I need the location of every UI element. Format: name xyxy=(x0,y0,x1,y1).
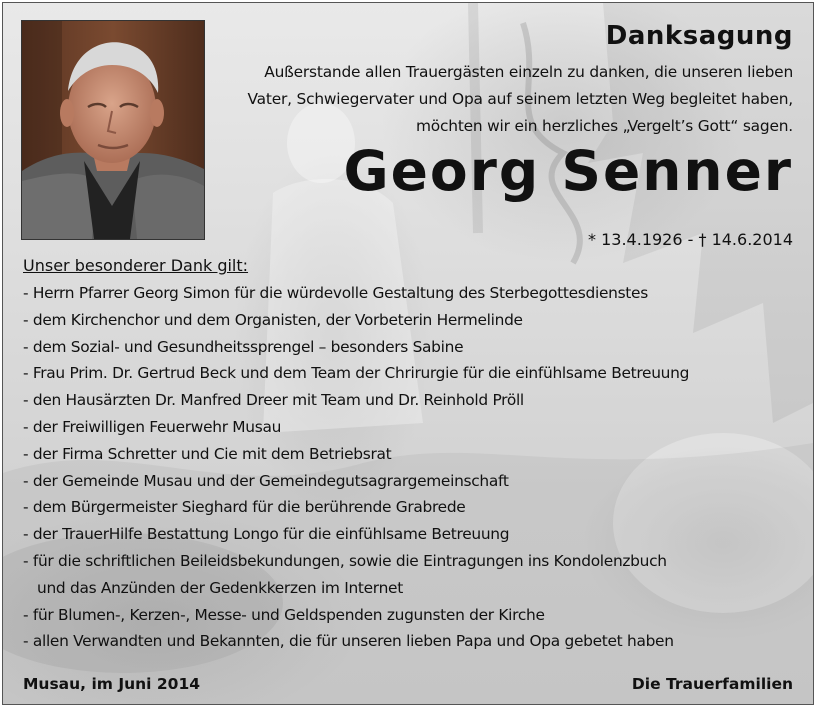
heading: Danksagung xyxy=(605,21,793,51)
thanks-item: - Herrn Pfarrer Georg Simon für die würdevolle Gestaltung des Sterbegottesdienstes xyxy=(23,284,648,302)
place-date: Musau, im Juni 2014 xyxy=(23,675,201,693)
thanks-item: - für die schriftlichen Beileidsbekundungen, sowie die Eintragungen ins Kondolenzbuch und das Anzünden der Gedenkkerzen im Internet xyxy=(23,548,689,602)
thanks-item: - dem Kirchenchor und dem Organisten, der Vorbeterin Hermelinde xyxy=(23,310,523,329)
thanks-item: - der Gemeinde Musau und der Gemeindegutsagrargemeinschaft xyxy=(23,471,509,490)
portrait-photo xyxy=(21,20,205,240)
thanks-item: - für Blumen-, Kerzen-, Messe- und Geldspenden zugunsten der Kirche xyxy=(23,605,545,624)
life-dates: * 13.4.1926 - † 14.6.2014 xyxy=(588,230,793,249)
thanks-item: - der Freiwilligen Feuerwehr Musau xyxy=(23,417,282,436)
thanks-item: - den Hausärzten Dr. Manfred Dreer mit Team und Dr. Reinhold Pröll xyxy=(23,391,524,410)
thanks-item: - dem Sozial- und Gesundheitssprengel – besonders Sabine xyxy=(23,337,464,356)
thanks-title: Unser besonderer Dank gilt: xyxy=(23,256,249,275)
portrait-icon xyxy=(22,21,204,239)
thanks-item: - allen Verwandten und Bekannten, die für unseren lieben Papa und Opa gebetet haben xyxy=(23,632,674,651)
intro-text: Außerstande allen Trauergästen einzeln zu danken, die unseren lieben Vater, Schwiegervater und Opa auf seinem letzten Weg begleitet haben, möchten wir ein herzliches „Vergelt’s Gott“ sagen. xyxy=(247,63,793,135)
thanks-item: - Frau Prim. Dr. Gertrud Beck und dem Team der Chrirurgie für die einfühlsame Betreuung xyxy=(23,364,690,383)
obituary-card xyxy=(2,2,814,705)
thanks-item-continuation: und das Anzünden der Gedenkkerzen im Internet xyxy=(37,578,403,597)
signature: Die Trauerfamilien xyxy=(631,675,793,693)
thanks-item: - der TrauerHilfe Bestattung Longo für die einfühlsame Betreuung xyxy=(23,525,510,544)
thanks-item: - der Firma Schretter und Cie mit dem Betriebsrat xyxy=(23,444,392,463)
deceased-name: Georg Senner xyxy=(343,139,793,203)
thanks-list xyxy=(23,280,689,655)
thanks-item: - dem Bürgermeister Sieghard für die berührende Grabrede xyxy=(23,498,466,517)
